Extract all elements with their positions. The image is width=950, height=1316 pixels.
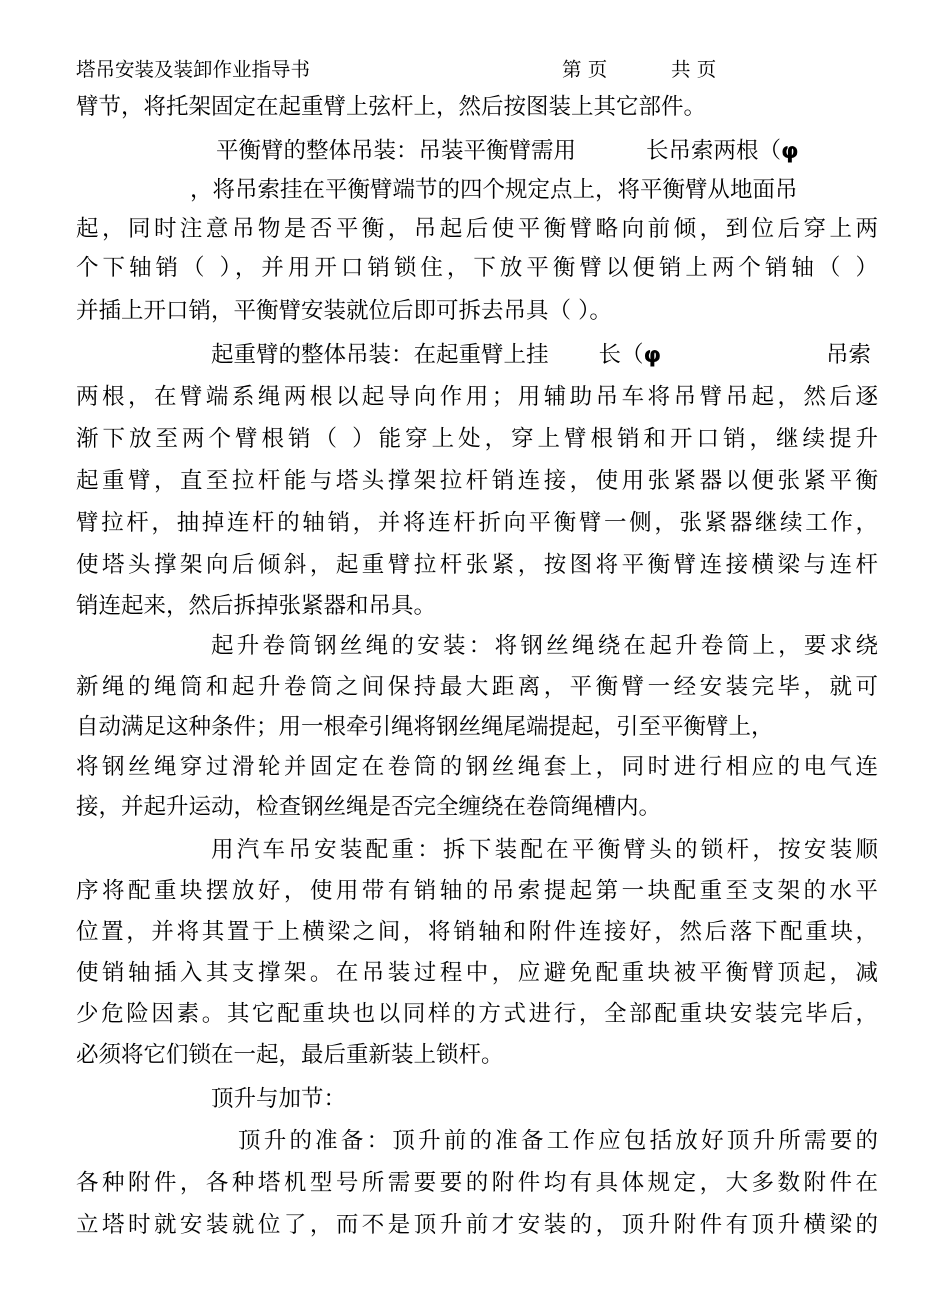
text-line: 两根，在臂端系绳两根以起导向作用；用辅助吊车将吊臂吊起，然后逐: [76, 384, 878, 410]
text-segment: 长吊索两根（: [646, 138, 782, 164]
text-line: 起，同时注意吊物是否平衡，吊起后使平衡臂略向前倾，到位后穿上两: [76, 216, 878, 242]
text-line: 自动满足这种条件；用一根牵引绳将钢丝绳尾端提起，引至平衡臂上，: [76, 714, 774, 740]
text-line: 立塔时就安装就位了，而不是顶升前才安装的，顶升附件有顶升横梁的: [76, 1212, 878, 1238]
text-line: 起升卷筒钢丝绳的安装：将钢丝绳绕在起升卷筒上，要求绕: [211, 633, 878, 659]
text-line: 顶升的准备：顶升前的准备工作应包括放好顶升所需要的: [238, 1128, 878, 1154]
text-line: 渐下放至两个臂根销（ ）能穿上处，穿上臂根销和开口销，继续提升: [76, 426, 878, 452]
text-line: 必须将它们锁在一起，最后重新装上锁杆。: [76, 1042, 504, 1068]
text-line: 销连起来，然后拆掉张紧器和吊具。: [76, 593, 437, 619]
text-line: ，将吊索挂在平衡臂端节的四个规定点上，将平衡臂从地面吊: [190, 177, 798, 203]
text-line: 并插上开口销，平衡臂安装就位后即可拆去吊具（ ）。: [76, 298, 612, 324]
text-segment: 平衡臂的整体吊装：吊装平衡臂需用: [216, 138, 577, 164]
page-total-label: 共 页: [671, 58, 717, 81]
text-segment: 长（: [598, 342, 644, 368]
page-number-label: 第 页: [562, 58, 608, 81]
text-segment: 吊索: [826, 342, 872, 368]
text-segment: 起重臂的整体吊装：在起重臂上挂: [211, 342, 549, 368]
section-heading: 顶升与加节：: [211, 1086, 347, 1112]
text-line: 使销轴插入其支撑架。在吊装过程中，应避免配重块被平衡臂顶起，减: [76, 960, 878, 986]
text-line: 将钢丝绳穿过滑轮并固定在卷筒的钢丝绳套上，同时进行相应的电气连: [76, 754, 878, 780]
text-line: [216, 136, 799, 166]
text-line: 臂节，将托架固定在起重臂上弦杆上，然后按图装上其它部件。: [76, 94, 707, 120]
text-line: 接，并起升运动，检查钢丝绳是否完全缠绕在卷筒绳槽内。: [76, 794, 662, 820]
text-line: 新绳的绳筒和起升卷筒之间保持最大距离，平衡臂一经安装完毕，就可: [76, 674, 878, 700]
text-line: 用汽车吊安装配重：拆下装配在平衡臂头的锁杆，按安装顺: [211, 837, 878, 863]
text-line: 各种附件，各种塔机型号所需要要的附件均有具体规定，大多数附件在: [76, 1170, 878, 1196]
document-title: 塔吊安装及装卸作业指导书: [76, 58, 311, 81]
text-line: 起重臂，直至拉杆能与塔头撑架拉杆销连接，使用张紧器以便张紧平衡: [76, 468, 878, 494]
phi-symbol: φ: [781, 138, 799, 164]
text-line: 臂拉杆，抽掉连杆的轴销，并将连杆折向平衡臂一侧，张紧器继续工作，: [76, 510, 878, 536]
text-line: 个下轴销（ ），并用开口销锁住，下放平衡臂以便销上两个销轴（ ）: [76, 255, 878, 281]
text-line: 序将配重块摆放好，使用带有销轴的吊索提起第一块配重至支架的水平: [76, 878, 878, 904]
text-line: 使塔头撑架向后倾斜，起重臂拉杆张紧，按图将平衡臂连接横梁与连杆: [76, 552, 878, 578]
text-line: [211, 340, 661, 370]
phi-symbol: φ: [643, 342, 662, 368]
text-line: 位置，并将其置于上横梁之间，将销轴和附件连接好，然后落下配重块，: [76, 919, 878, 945]
text-line: 少危险因素。其它配重块也以同样的方式进行，全部配重块安装完毕后，: [76, 1001, 878, 1027]
